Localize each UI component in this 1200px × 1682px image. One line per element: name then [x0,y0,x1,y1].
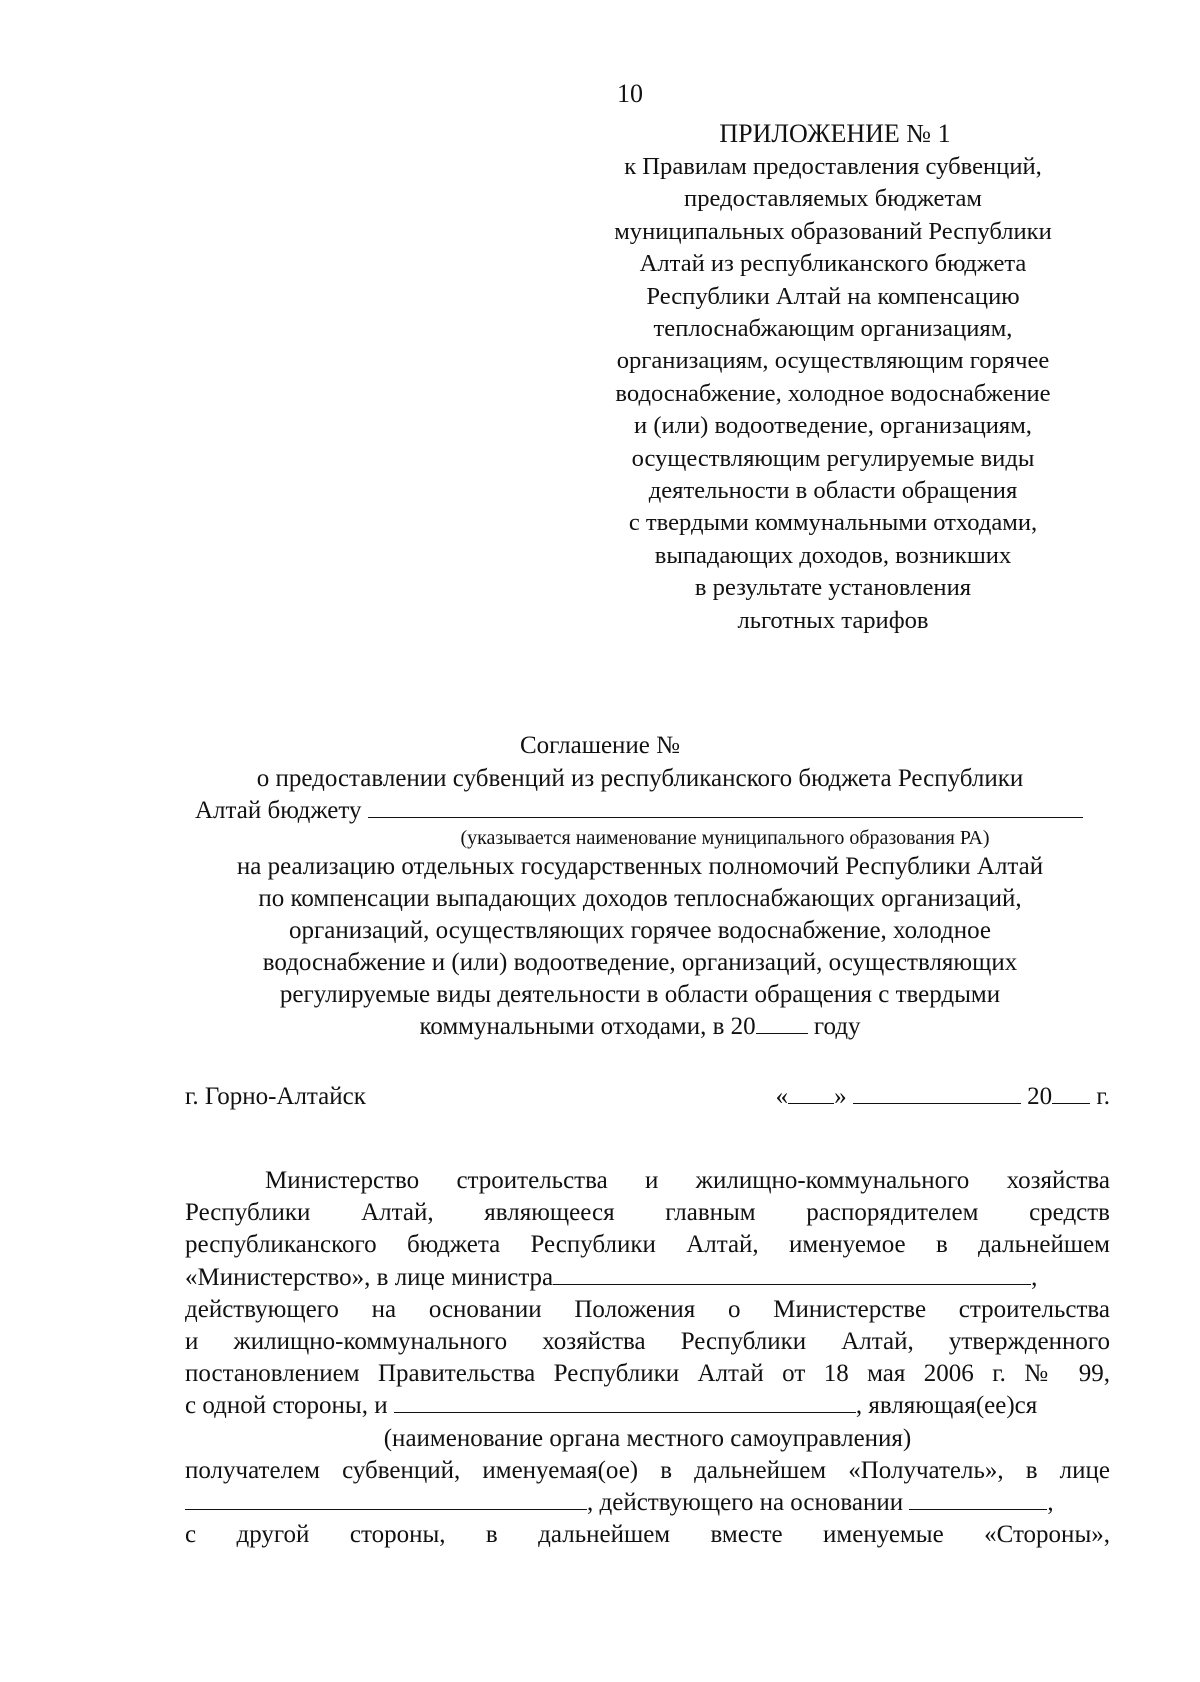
appendix-line: в результате установления [694,574,972,602]
body-line: республиканского бюджета Республики Алтай, именуемое в дальнейшем [185,1231,1110,1259]
appendix-line: организациям, осуществляющим горячее [616,347,1050,375]
year-blank-field[interactable] [756,1011,808,1034]
appendix-line: теплоснабжающим организациям, [653,315,1013,343]
agreement-preamble [185,1165,1110,1551]
representative-basis-label: , действующего на основании [587,1489,904,1517]
representative-line-end: , [1047,1489,1054,1517]
quote-close: » [834,1083,847,1110]
appendix-line: осуществляющим регулируемые виды [631,444,1035,472]
municipality-caption: (указывается наименование муниципального образования РА) [460,827,990,849]
local-body-label: с одной стороны, и [185,1392,388,1420]
date-year-blank-field[interactable] [1052,1081,1090,1104]
body-line: постановлением Правительства Республики Алтай от 18 мая 2006 г. № 99, [185,1360,1110,1388]
purpose-line: организаций, осуществляющих горячее водоснабжение, холодное [288,917,992,944]
basis-blank-field[interactable] [909,1487,1047,1510]
appendix-line: Алтай из республиканского бюджета [639,250,1027,278]
minister-name-blank-field[interactable] [553,1262,1031,1285]
minister-line-end: , [1031,1263,1038,1291]
purpose-line: регулируемые виды деятельности в области обращения с твердыми [279,981,1001,1008]
municipality-blank-field[interactable] [368,795,1083,818]
appendix-line: Республики Алтай на компенсацию [646,282,1020,310]
appendix-line: с твердыми коммунальными отходами, [628,509,1038,537]
city-label: г. Горно-Алтайск [185,1083,366,1110]
body-line: Республики Алтай, являющееся главным распорядителем средств [185,1199,1110,1227]
year-suffix: году [813,1013,861,1040]
month-blank-field[interactable] [853,1081,1021,1104]
body-line: действующего на основании Положения о Министерстве строительства [185,1295,1110,1323]
minister-label: «Министерство», в лице министра [185,1263,554,1291]
page-number: 10 [617,79,643,108]
agreement-title: Соглашение № [519,732,681,759]
subject-line: о предоставлении субвенций из республиканского бюджета Республики [256,765,1024,792]
appendix-line: и (или) водоотведение, организациям, [634,412,1032,440]
date-year-prefix: 20 [1027,1083,1053,1110]
appendix-description [598,151,1068,637]
budget-line [195,795,1085,827]
budget-label: Алтай бюджету [195,797,362,824]
purpose-line: на реализацию отдельных государственных полномочий Республики Алтай [236,853,1044,880]
body-line: и жилищно-коммунального хозяйства Республики Алтай, утвержденного [185,1328,1110,1356]
appendix-line: деятельности в области обращения [648,477,1018,505]
day-blank-field[interactable] [788,1081,834,1104]
appendix-line: водоснабжение, холодное водоснабжение [615,379,1051,407]
date-year-suffix: г. [1096,1083,1110,1110]
date-field [776,1081,1110,1113]
local-body-suffix: , являющая(ее)ся [855,1392,1038,1420]
local-body-caption: (наименование органа местного самоуправления) [383,1424,912,1452]
appendix-title: ПРИЛОЖЕНИЕ № 1 [719,119,951,148]
representative-blank-field[interactable] [185,1487,587,1510]
appendix-line: к Правилам предоставления субвенций, [624,153,1042,180]
body-line: Министерство строительства и жилищно-коммунального хозяйства [265,1167,1110,1194]
appendix-line: льготных тарифов [737,606,929,634]
representative-line [185,1487,1110,1519]
local-body-line [185,1390,1110,1422]
purpose-line: водоснабжение и (или) водоотведение, организаций, осуществляющих [262,949,1018,976]
year-line [195,1011,1085,1043]
body-line: получателем субвенций, именуемая(ое) в дальнейшем «Получатель», в лице [185,1456,1110,1484]
quote-open: « [775,1083,789,1110]
agreement-subject [195,763,1085,1043]
minister-line [185,1262,1110,1294]
local-body-blank-field[interactable] [394,1390,856,1413]
appendix-line: выпадающих доходов, возникших [654,541,1012,569]
year-prefix: коммунальными отходами, в 20 [419,1013,756,1040]
appendix-line: предоставляемых бюджетам [684,185,982,213]
appendix-line: муниципальных образований Республики [614,217,1052,245]
purpose-line: по компенсации выпадающих доходов теплоснабжающих организаций, [258,885,1022,912]
body-line: с другой стороны, в дальнейшем вместе именуемые «Стороны», [185,1521,1110,1549]
